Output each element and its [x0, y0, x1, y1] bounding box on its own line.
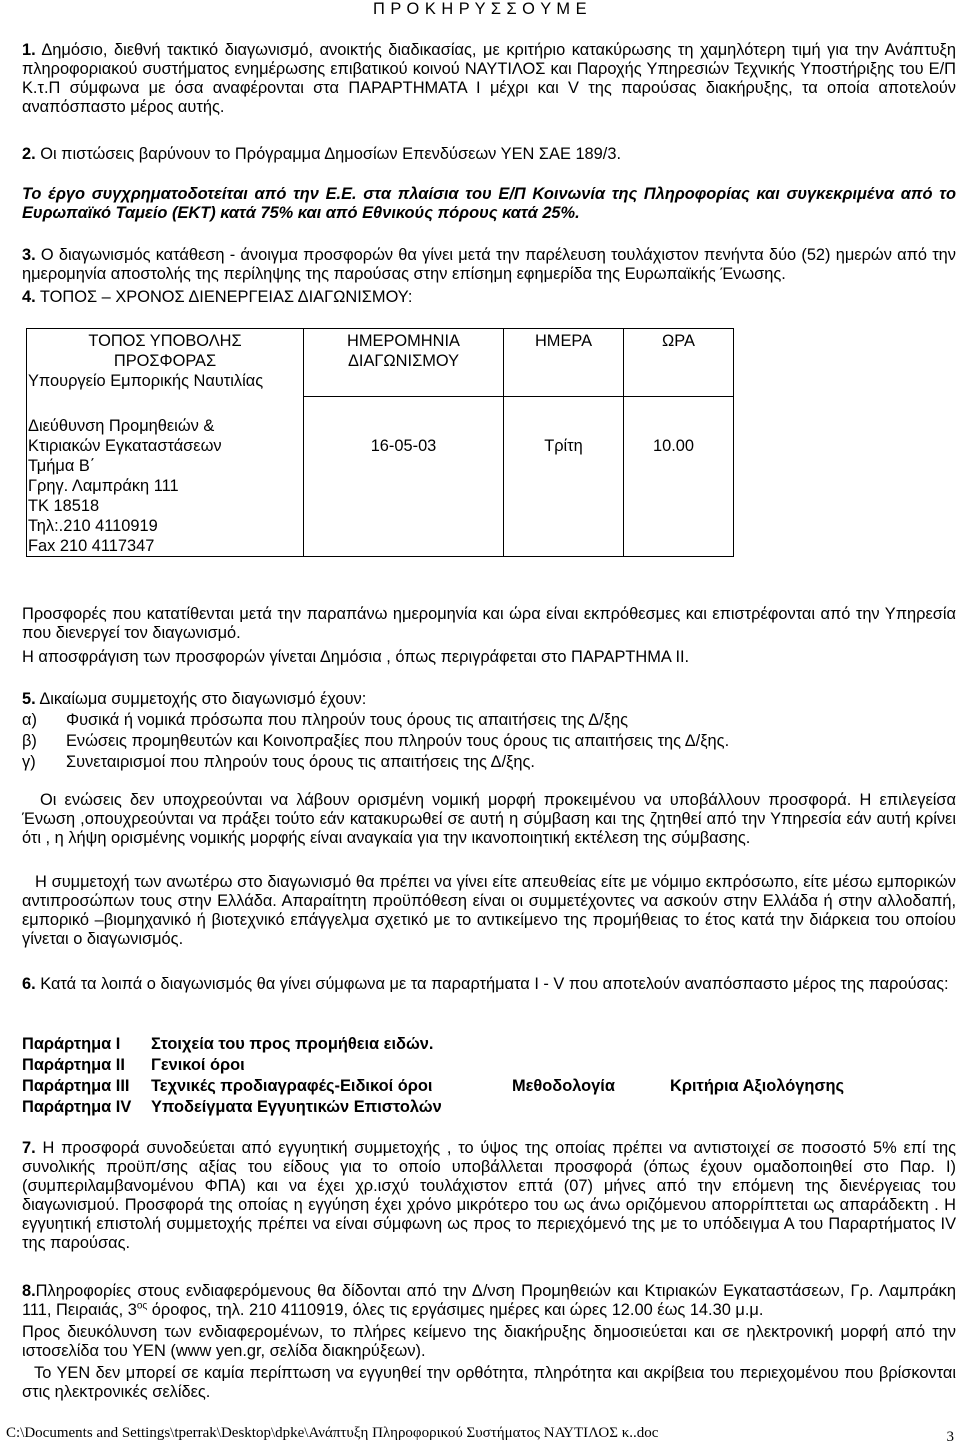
header-place-line-2: ΠΡΟΣΦΟΡΑΣ [113, 352, 217, 370]
table-header-row [27, 329, 734, 397]
section-4 [22, 288, 956, 307]
late-offers-paragraph: Προσφορές που κατατίθενται μετά την παραπάνω ημερομηνία και ώρα είναι εκπρόθεσμες και επιστρέφονται από την Υπηρεσία που διενεργεί τον διαγωνισμό. [22, 605, 956, 642]
section-1-text: Δημόσιο, διεθνή τακτικό διαγωνισμό, ανοικτής διαδικασίας, με κριτήριο κατακύρωσης τη χαμηλότερη τιμή για την Ανάπτυξη πληροφοριακού συστήματος ενημέρωσης επιβατικού κοινού ΝΑΥΤΙΛΟΣ και Παροχής Υπηρεσιών Τεχνικής Υποστήριξης του Ε/Π Κ.τ.Π σύμφωνα με όσα αναφέρονται στα ΠΑΡΑΡΤΗΜΑΤΑ I μέχρι και V της παρούσας διακήρυξης, τα οποία αποτελούν αναπόσπαστο μέρος αυτής. [22, 41, 956, 116]
section-8-text-cont: όροφος, τηλ. 210 4110919, όλες τις εργάσιμες ημέρες και ώρες 12.00 έως 14.30 μ.μ. [147, 1301, 764, 1319]
section-2-number: 2. [22, 145, 36, 163]
footer-file-path: C:\Documents and Settings\tperrak\Desktop\dpke\Ανάπτυξη Πληροφορικού Συστήματος ΝΑΥΤΙΛΟΣ κ..doc [6, 1425, 659, 1441]
participation-paragraph: Η συμμετοχή των ανωτέρω στο διαγωνισμό θα πρέπει να γίνει είτε απευθείας είτε με νόμιμο εκπρόσωπο, είτε μέσω εμπορικών αντιπροσώπων τους στην Ελλάδα. Απαραίτητη προϋπόθεση είναι οι συμμετέχοντες να ασκούν στην Ελλάδα ή στην αλλοδαπή, εμπορικό –βιομηχανικό ή βιοτεχνικό επάγγελμα σχετικό με το αντικείμενο της προμήθειας το έτος κατά την διάρκεια του οποίου γίνεται ο διαγωνισμός. [22, 873, 956, 948]
address-line: Τηλ:.210 4110919 [28, 516, 158, 535]
address-line: Fax 210 4117347 [28, 536, 155, 555]
header-time-cell [624, 329, 734, 397]
tender-day: Τρίτη [544, 437, 583, 455]
page-title: Π Ρ Ο Κ Η Ρ Υ Σ Σ Ο Υ Μ Ε [372, 0, 588, 18]
address-line: Διεύθυνση Προμηθειών & [28, 416, 215, 435]
header-date-cell [304, 329, 504, 397]
section-1-number: 1. [22, 41, 36, 59]
date-cell [304, 397, 504, 557]
section-7 [22, 1139, 956, 1253]
participants-list [22, 711, 956, 774]
annex-title: Υποδείγματα Εγγυητικών Επιστολών [151, 1098, 442, 1116]
opening-paragraph: Η αποσφράγιση των προσφορών γίνεται Δημόσια , όπως περιγράφεται στο ΠΑΡΑΡΤΗΜΑ ΙΙ. [22, 648, 690, 666]
disclaimer-paragraph: Το ΥΕΝ δεν μπορεί σε καμία περίπτωση να εγγυηθεί την ορθότητα, πληρότητα και ακρίβεια του περιεχομένου που βρίσκονται στις ηλεκτρονικές σελίδες. [22, 1364, 956, 1401]
annex-row [22, 1077, 844, 1096]
list-item-label: γ) [22, 753, 36, 771]
header-date-line-2: ΔΙΑΓΩΝΙΣΜΟΥ [347, 352, 460, 370]
section-8-number: 8. [22, 1282, 36, 1300]
unions-paragraph: Οι ενώσεις δεν υποχρεούνται να λάβουν ορισμένη νομική μορφή προκειμένου να υποβάλλουν προσφορά. Η επιλεγείσα Ένωση ,οπουχρεούνται να πράξει τούτο εάν κατακυρωθεί σε αυτή η σύμβαση και της ζητηθεί από την Υπηρεσία εάν αυτή κρίνει ότι , η λήψη ορισμένης νομικής μορφής είναι αναγκαία για την ικανοποιητική εκτέλεση της σύμβασης. [22, 791, 956, 847]
list-item [22, 732, 956, 753]
section-3 [22, 246, 956, 284]
tender-schedule-table [26, 328, 734, 557]
section-5-number: 5. [22, 690, 36, 708]
header-date-line-1: ΗΜΕΡΟΜΗΝΙΑ [347, 332, 460, 350]
section-6-number: 6. [22, 975, 36, 993]
time-cell [624, 397, 734, 557]
annex-label: Παράρτημα ΙΙ [22, 1056, 125, 1074]
annex-title: Τεχνικές προδιαγραφές-Ειδικοί όροι [151, 1077, 433, 1095]
section-3-number: 3. [22, 246, 36, 264]
floor-superscript: ος [136, 1300, 148, 1312]
address-line: ΤΚ 18518 [28, 496, 100, 515]
day-cell [504, 397, 624, 557]
list-item-text: Ενώσεις προμηθευτών και Κοινοπραξίες που πληρούν τους όρους τις απαιτήσεις της Δ/ξης. [66, 732, 730, 750]
annex-label: Παράρτημα ΙΙΙ [22, 1077, 130, 1095]
website-paragraph: Προς διευκόλυνση των ενδιαφερομένων, το πλήρες κείμενο της διακήρυξης δημοσιεύεται και σε ηλεκτρονική μορφή από την ιστοσελίδα του ΥΕΝ (www yen.gr, σελίδα διακηρύξεων). [22, 1323, 956, 1360]
header-place-cell [27, 329, 304, 397]
header-place-line-1: ΤΟΠΟΣ ΥΠΟΒΟΛΗΣ [88, 332, 242, 350]
list-item-label: β) [22, 732, 37, 750]
annex-label: Παράρτημα Ι [22, 1035, 121, 1053]
address-cell [27, 397, 304, 557]
section-6-text: Κατά τα λοιπά ο διαγωνισμός θα γίνει σύμφωνα με τα παραρτήματα Ι - V που αποτελούν αναπόσπαστο μέρος της παρούσας: [35, 975, 949, 993]
cofunding-paragraph: Το έργο συγχρηματοδοτείται από την Ε.Ε. στα πλαίσια του Ε/Π Κοινωνία της Πληροφορίας και συγκεκριμένα από το Ευρωπαϊκό Ταμείο (ΕΚΤ) κατά 75% και από Εθνικούς πόρους κατά 25%. [22, 185, 956, 222]
annex-row [22, 1098, 442, 1117]
section-5-text: Δικαίωμα συμμετοχής στο διαγωνισμό έχουν: [35, 690, 367, 708]
list-item [22, 711, 956, 732]
section-1 [22, 41, 956, 117]
annex-row [22, 1035, 433, 1054]
annex-title: Στοιχεία του προς προμήθεια ειδών. [151, 1035, 434, 1053]
tender-time: 10.00 [652, 437, 695, 455]
list-item-label: α) [22, 711, 37, 729]
list-item-text: Φυσικά ή νομικά πρόσωπα που πληρούν τους όρους τις απαιτήσεις της Δ/ξης [66, 711, 629, 729]
section-5 [22, 690, 956, 709]
annex-row [22, 1056, 245, 1075]
tender-date: 16-05-03 [370, 437, 437, 455]
section-4-text: ΤΟΠΟΣ – ΧΡΟΝΟΣ ΔΙΕΝΕΡΓΕΙΑΣ ΔΙΑΓΩΝΙΣΜΟΥ: [35, 288, 413, 306]
header-time: ΩΡΑ [662, 332, 695, 350]
section-8-text: Πληροφορίες στους ενδιαφερόμενους θα δίδονται από την Δ/νση Προμηθειών και Κτιριακών Εγκαταστάσεων, Γρ. Λαμπράκη 111, Πειραιάς, 3 [22, 1282, 956, 1319]
section-8 [22, 1282, 956, 1320]
annex-label: Παράρτημα ΙV [22, 1098, 132, 1116]
header-day: ΗΜΕΡΑ [534, 332, 593, 350]
section-3-text: Ο διαγωνισμός κατάθεση - άνοιγμα προσφορών θα γίνει μετά την παρέλευση τουλάχιστον πενήντα δύο (52) ημερών από την ημερομηνία αποστολής της περίληψης της παρούσας στην επίσημη εφημερίδα της Ευρωπαϊκής Ένωσης. [22, 246, 956, 283]
section-2 [22, 145, 956, 164]
section-6 [22, 975, 956, 994]
header-day-cell [504, 329, 624, 397]
section-7-text: Η προσφορά συνοδεύεται από εγγυητική συμμετοχής , το ύψος της οποίας πρέπει να αντιστοιχεί σε ποσοστό 5% επί της συνολικής προϋπ/σης αξίας του είδους για το οποίο υποβάλλεται προσφορά (όπως έχουν ομαδοποιηθεί στο Παρ. Ι) (συμπεριλαμβανομένου ΦΠΑ) και να έχει χρ.ισχύ τουλάχιστον επτά (07) μήνες από την επόμενη της διενέργειας του διαγωνισμού. Προσφορά της οποίας η εγγύηση έχει χρόνο μικρότερο του ως άνω οριζόμενου απορρίπτεται ως απαράδεκτη . Η εγγυητική επιστολή συμμετοχής πρέπει να είναι σύμφωνη ως προς το περιεχόμενό της με το υπόδειγμα Α του Παραρτήματος ΙV της παρούσας. [22, 1139, 956, 1252]
section-7-number: 7. [22, 1139, 36, 1157]
list-item-text: Συνεταιρισμοί που πληρούν τους όρους τις απαιτήσεις της Δ/ξης. [66, 753, 535, 771]
annex-extra-criteria: Κριτήρια Αξιολόγησης [670, 1077, 845, 1095]
footer [6, 1424, 956, 1443]
address-line: Τμήμα Β΄ [28, 456, 96, 475]
section-2-text: Οι πιστώσεις βαρύνουν το Πρόγραμμα Δημοσίων Επενδύσεων ΥΕΝ ΣΑΕ 189/3. [35, 145, 622, 163]
list-item [22, 753, 956, 774]
address-line: Κτιριακών Εγκαταστάσεων [28, 436, 222, 455]
address-line: Γρηγ. Λαμπράκη 111 [28, 476, 179, 495]
page-number: 3 [946, 1429, 954, 1445]
annex-extra-methodology: Μεθοδολογία [512, 1077, 615, 1095]
ministry-name: Υπουργείο Εμπορικής Ναυτιλίας [28, 372, 264, 390]
annex-title: Γενικοί όροι [151, 1056, 245, 1074]
section-4-number: 4. [22, 288, 36, 306]
table-row [27, 397, 734, 557]
